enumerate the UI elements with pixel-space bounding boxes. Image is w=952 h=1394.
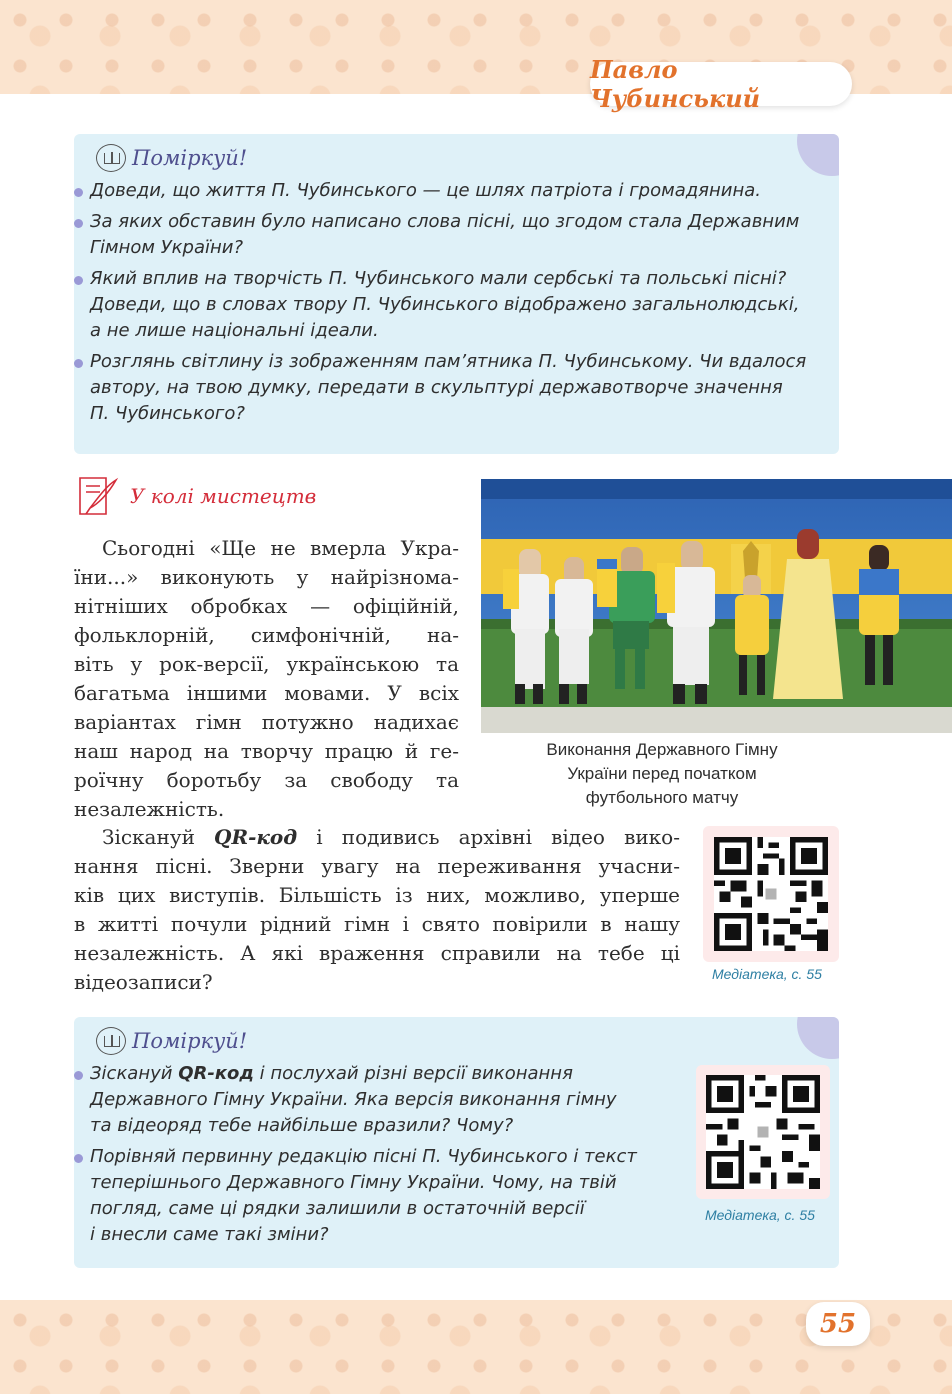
qr-code-2[interactable] [706,1075,820,1189]
book-icon [96,1027,126,1055]
question-item: Доведи, що життя П. Чубинського — це шлях патріота і громадянина. [82,178,827,204]
photo-caption: Виконання Державного Гімну України перед початком футбольного матчу [546,740,778,807]
arts-section-title: У колі мистецтв [130,484,317,508]
question-item: За яких обставин було написано слова пісні, що згодом стала Державним Гімном України? [82,209,827,261]
arts-section-header [76,474,316,518]
paragraph-anthem-versions: Сьогодні «Ще не вмерла Укра- їни...» виконують у найрізнома- нітніших обробках — офіційній, фольклорній, симфонічній, на- віть у рок-версії, українською та багатьма іншими мовами. У всіх варіантах гімн потужно надихає наш народ на творчу працю й ге- роїчну боротьбу за свободу та незалежність. [74,536,459,821]
think-box-header [96,1027,839,1055]
page-number: 55 [806,1302,870,1346]
question-item: Зіскануй QR-код і послухай різні версії виконання Державного Гімну України. Яка версія виконання гімну та відеоряд тебе найбільше вразили? Чому? [82,1061,662,1139]
qr-code-term: QR-код [178,1063,254,1084]
stadium-photo [481,479,952,733]
question-item: Який вплив на творчість П. Чубинського мали сербські та польські пісні? Доведи, що в словах твору П. Чубинського відображено загальнолюдські, а не лише національні ідеали. [82,266,827,344]
media-library-caption-2: Медіатека, с. 55 [705,1207,815,1223]
think-box-header [96,144,839,172]
think-box-title: Поміркуй! [132,146,248,170]
think-box-title: Поміркуй! [132,1029,248,1053]
quill-icon [76,474,120,518]
media-library-caption-1: Медіатека, с. 55 [712,966,822,982]
paragraph-qr-instructions: Зіскануй QR-код і подивись архівні відео вико- нання пісні. Зверни увагу на переживання учасни- ків цих виступів. Більшість із них, можливо, уперше в житті почули рідний гімн і свято повірили в нашу незалежність. А які враження справили на тебе ці відеозаписи? [74,825,680,994]
book-icon [96,144,126,172]
qr-code-term: QR-код [214,825,298,849]
question-item: Порівняй первинну редакцію пісні П. Чубинського і текст теперішнього Державного Гімну України. Чому, на твій погляд, саме ці рядки залишили в остаточній версії і внесли саме такі зміни? [82,1144,662,1248]
running-head-title: Павло Чубинський [590,62,852,106]
qr-code-1[interactable] [714,837,828,951]
question-item: Розглянь світлину із зображенням пам’ятника П. Чубинському. Чи вдалося автору, на твою думку, передати в скульптурі державотворче значення П. Чубинського? [82,349,827,427]
question-list [74,178,839,427]
think-box-1 [74,134,839,454]
